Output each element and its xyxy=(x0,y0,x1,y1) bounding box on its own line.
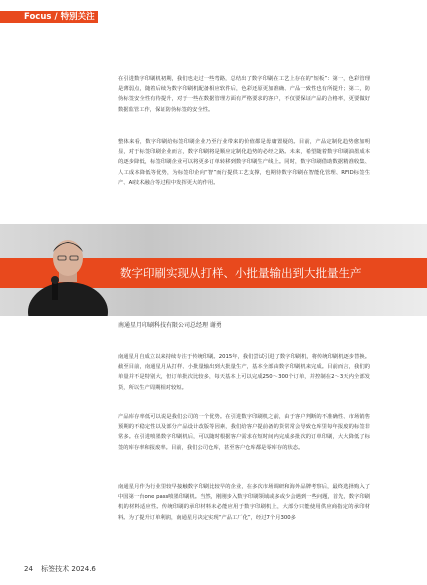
section-name: Focus xyxy=(24,12,52,22)
body-paragraph-5: 南通星月作为行业里较早接触数字印刷比较早的企业，在多次市场调研和海外品牌考察后，最终选择购入了中国第一台one pass喷墨印刷机。当然，刚刚步入数字印刷领域或多或少会遇到一些问题，首先，数字印刷机的材料适应性。传统印刷的承印材料未必能应用于数字印刷机上，大部分只能使用供应商指定的承印材料。为了提升订单利润，南通星月决定实现“产品工厂化”，经过7个月300多 xyxy=(118,484,370,521)
body-paragraph-2: 整体来看，数字印刷给标签印刷企业乃至行业带来的价值都是毋庸置疑的。目前，产品定制化趋势愈加明显，对于标签印刷企业而言，数字印刷将是顺应定制化趋势的必经之路。未来，希望随着数字印刷油墨成本的逐步降低，标签印刷企业可以将更多订单转移到数字印刷生产线上。同时，数字印刷借助数据精准收集、人工成本降低等优势，为标签印企向“智”而行提供工艺支撑，也期待数字印刷在智能化管理、RFID标签生产、AI技术融合等过程中发挥更大的作用。 xyxy=(118,139,370,186)
feature-banner xyxy=(0,224,427,316)
issue-date: 2024.6 xyxy=(71,565,96,573)
page-header xyxy=(0,0,427,30)
speaker-caption: 南通星月印刷科技有限公司总经理 谢勇 xyxy=(118,322,222,329)
section-subtitle: 特别关注 xyxy=(60,12,95,22)
page-footer xyxy=(24,564,96,574)
feature-title: 数字印刷实现从打样、小批量输出到大批量生产 xyxy=(120,266,362,280)
publication-name: 标签技术 xyxy=(41,565,70,573)
section-label xyxy=(24,11,95,23)
section-separator: / xyxy=(54,12,58,22)
speaker-photo xyxy=(28,230,108,316)
body-paragraph-1: 在引进数字印刷机初期，我们也走过一些弯路，总结出了数字印刷在工艺上存在的“短板”：第一，色彩管理是薄弱点，随着后续为数字印刷机配备相应软件后，色彩还原更加准确、产品一致性也有所提升；第二，防伪标签安全性有待提升，对于一些在数据管理方面有严格要求的客户，不仅要保证产品的合格率，更要做好数据监管工作，保证防伪标签的安全性。 xyxy=(118,76,370,113)
page-number: 24 xyxy=(24,565,33,573)
body-paragraph-3: 南通星月自成立以来持续专注于传统印刷。2015年，我们尝试引进了数字印刷机，将传统印刷机逐步替换。截至目前，南通星月从打样、小批量输出到大批量生产，基本全部由数字印刷机来完成。目前而言，我们的单量并不是特别大，但订单批次比较多，每天基本上可以完成250～300个订单，并控制在2～3天内全部发货，所以生产周期相对较短。 xyxy=(118,354,370,391)
body-paragraph-4: 产品库存率低可以说是我们公司的一个优势。在引进数字印刷机之前，由于客户判断的不准确性、市场销售预期的不稳定性以及部分产品设计改版等因素，我们给客户提前备的货常常会导致仓库里每年报废的标签非常多。在引进喷墨数字印刷机后，可以随时根据客户需求在短时间内完成多批次的订单印刷，大大降低了标签的库存率和报废率。目前，我们公司仓库，甚至客户仓库都是零库存的状态。 xyxy=(118,414,370,451)
